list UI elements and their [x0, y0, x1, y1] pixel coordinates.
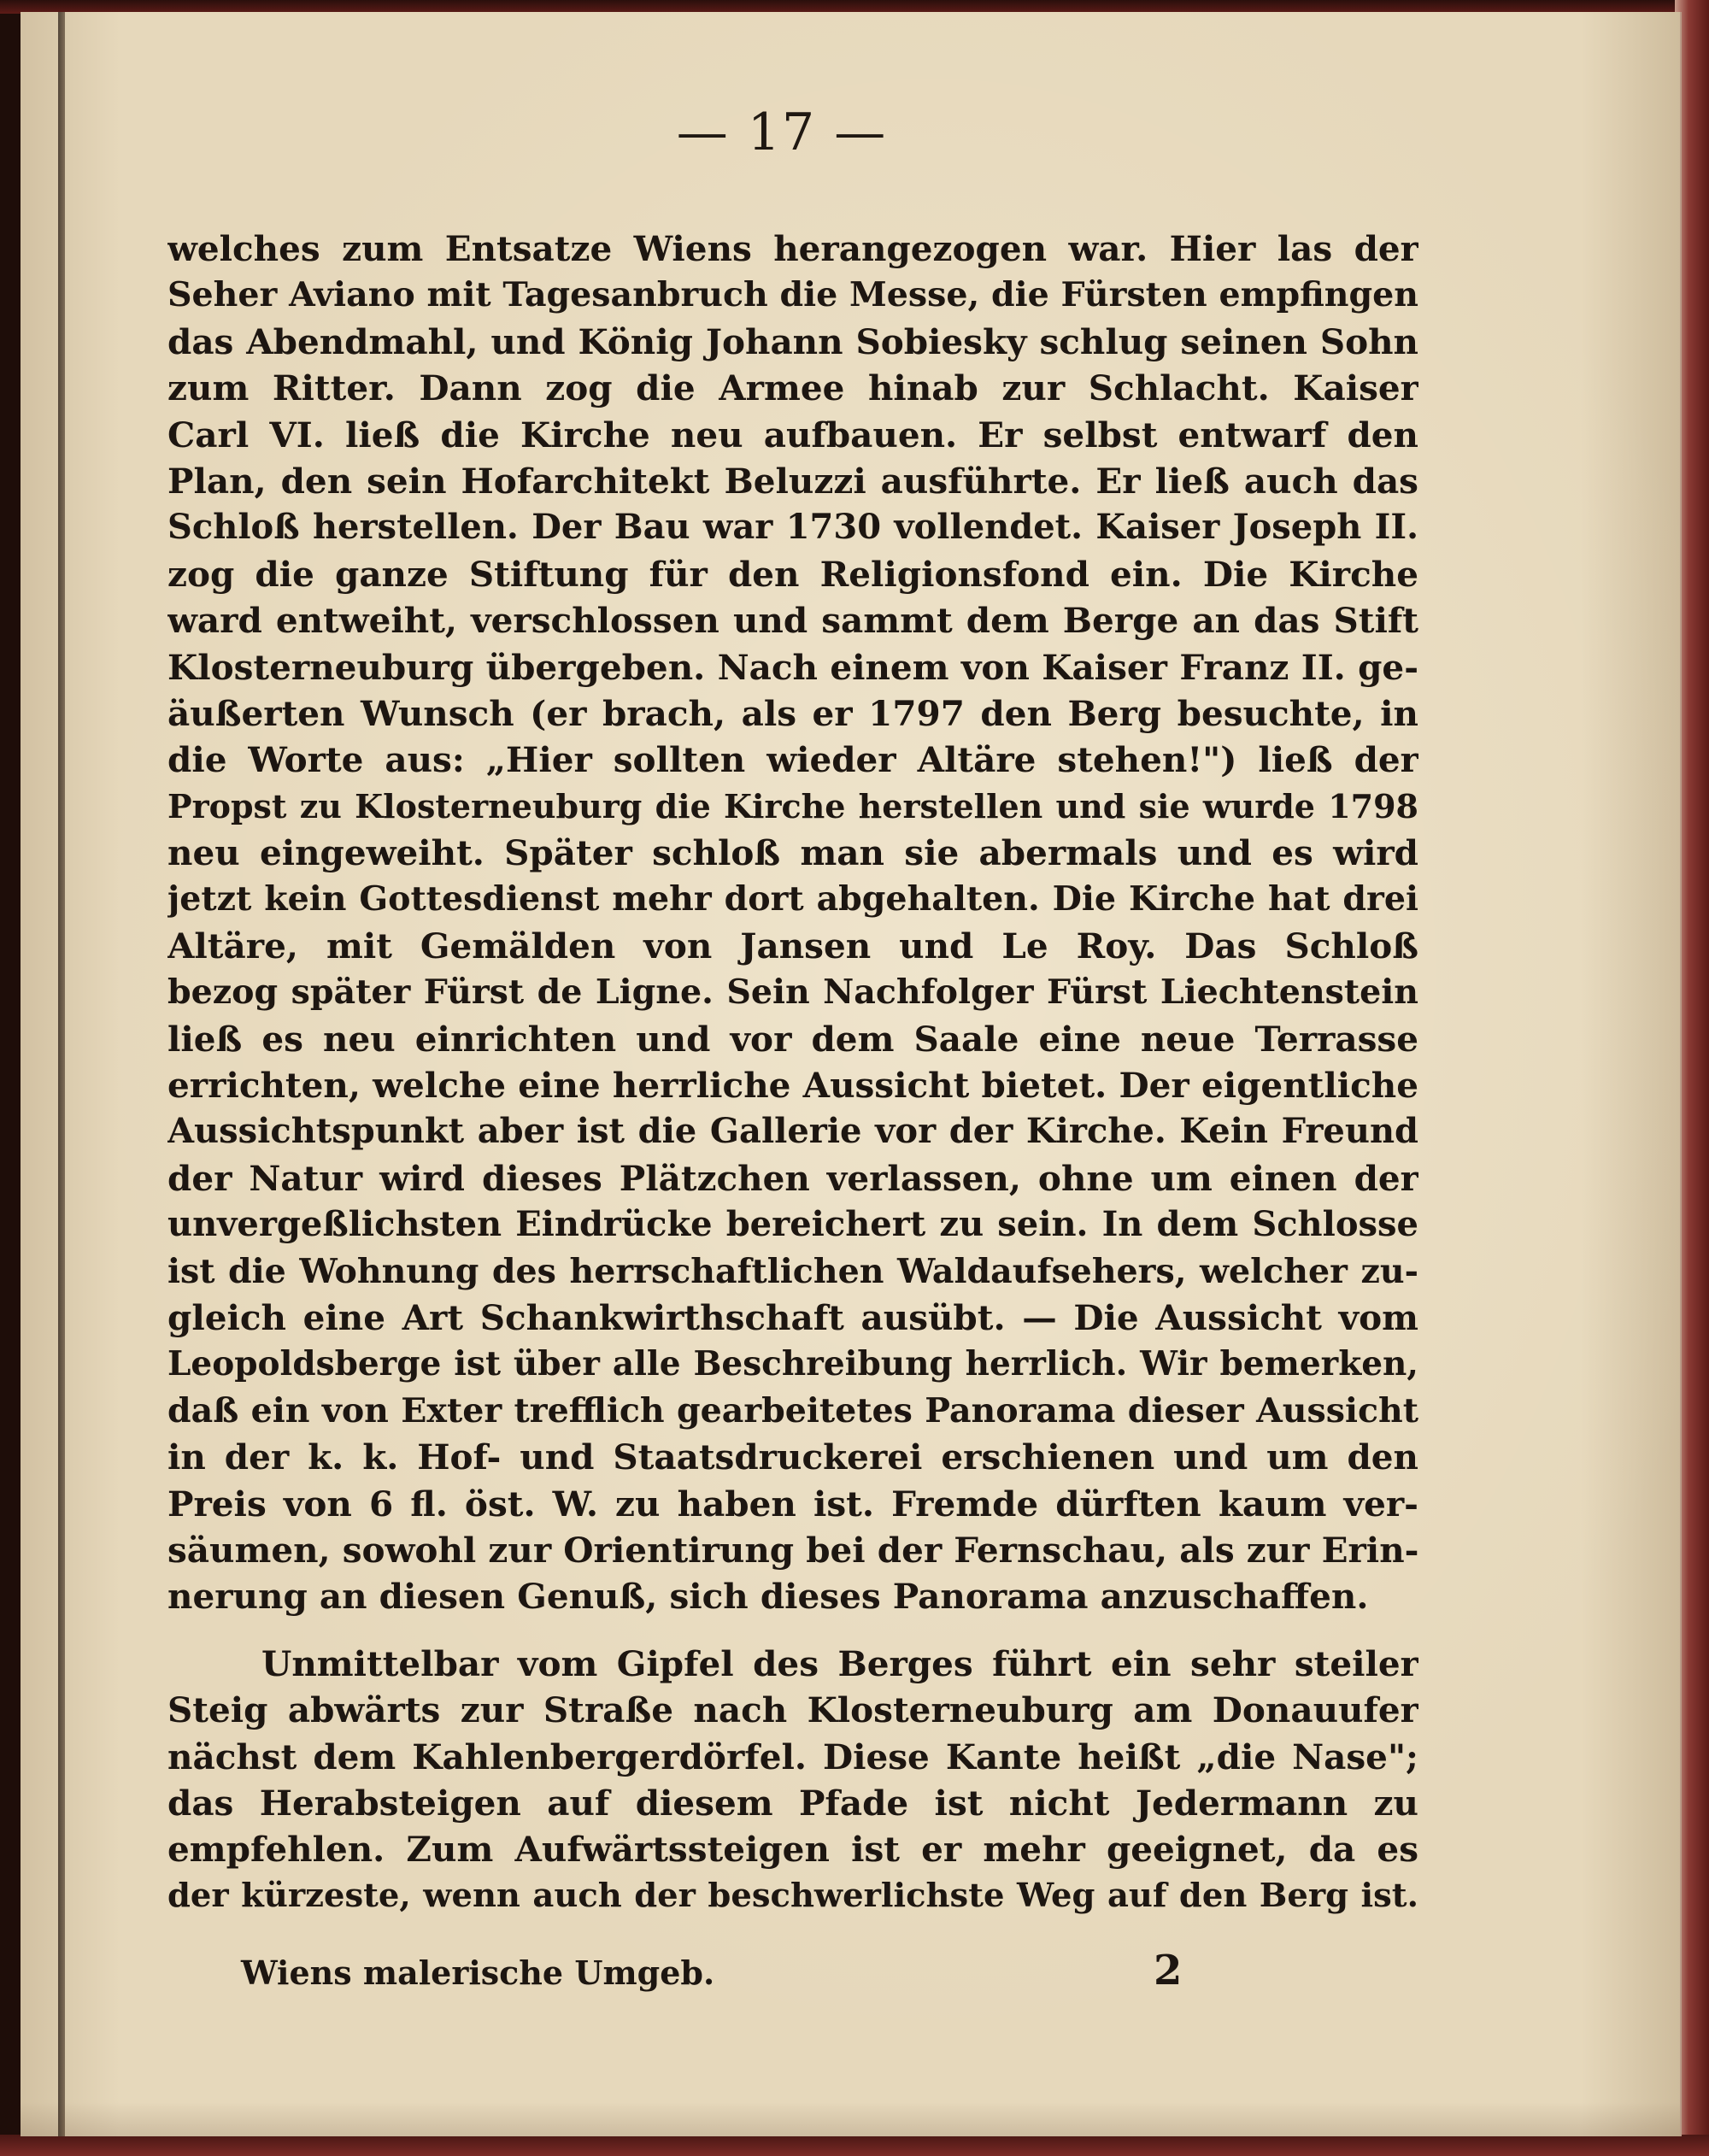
page-number: — 17 — [676, 103, 888, 162]
paragraph-gap [167, 1620, 1418, 1641]
text-line: Leopoldsberge ist über alle Beschreibung herrlich. Wir bemerken, [167, 1344, 1418, 1384]
text-line: Seher Aviano mit Tagesanbruch die Messe, die Fürsten empfingen [167, 275, 1418, 315]
text-line: unvergeßlichsten Eindrücke bereichert zu sein. In dem Schlosse [167, 1204, 1418, 1245]
text-line: Carl VI. ließ die Kirche neu aufbauen. Er selbst entwarf den [167, 414, 1418, 455]
footer-book-title: Wiens malerische Umgeb. [241, 1953, 715, 1992]
text-line: der kürzeste, wenn auch der beschwerlichste Weg auf den Berg ist. [167, 1876, 1418, 1915]
text-line: empfehlen. Zum Aufwärtssteigen ist er mehr geeignet, da es [167, 1829, 1418, 1871]
book-cover-edge-bottom [0, 2135, 1709, 2156]
text-line: jetzt kein Gottesdienst mehr dort abgehalten. Die Kirche hat drei [167, 879, 1418, 919]
text-line: Steig abwärts zur Straße nach Klosterneuburg am Donauufer [167, 1689, 1418, 1731]
text-line: ward entweiht, verschlossen und sammt dem Berge an das Stift [167, 600, 1418, 642]
text-line: Aussichtspunkt aber ist die Gallerie vor der Kirche. Kein Freund [167, 1111, 1418, 1152]
text-line-indented: Unmittelbar vom Gipfel des Berges führt ein sehr steiler [261, 1642, 1418, 1684]
text-line: das Herabsteigen auf diesem Pfade ist nicht Jedermann zu [167, 1782, 1418, 1824]
text-line: Altäre, mit Gemälden von Jansen und Le Roy. Das Schloß [167, 925, 1418, 966]
text-line: die Worte aus: „Hier sollten wieder Altäre stehen!") ließ der [167, 739, 1418, 781]
text-line: bezog später Fürst de Ligne. Sein Nachfolger Fürst Liechtenstein [167, 972, 1418, 1013]
signature-mark: 2 [1154, 1947, 1183, 1994]
paragraph-2 [167, 1641, 1418, 1919]
text-line: zum Ritter. Dann zog die Armee hinab zur Schlacht. Kaiser [167, 367, 1418, 409]
text-line: Plan, den sein Hofarchitekt Beluzzi ausführte. Er ließ auch das [167, 460, 1418, 502]
text-line: ließ es neu einrichten und vor dem Saale eine neue Terrasse [167, 1018, 1418, 1060]
body-text [167, 226, 1418, 1919]
text-line: äußerten Wunsch (er brach, als er 1797 den Berg besuchte, in [167, 692, 1418, 734]
text-line: daß ein von Exter trefflich gearbeitetes Panorama dieser Aussicht [167, 1390, 1418, 1430]
text-line: ist die Wohnung des herrschaftlichen Waldaufsehers, welcher zu- [167, 1251, 1418, 1291]
text-line: Preis von 6 fl. öst. W. zu haben ist. Fremde dürften kaum ver- [167, 1483, 1418, 1524]
text-line: in der k. k. Hof- und Staatsdruckerei erschienen und um den [167, 1436, 1418, 1478]
text-line: zog die ganze Stiftung für den Religionsfond ein. Die Kirche [167, 553, 1418, 595]
paragraph-1 [167, 226, 1418, 1620]
binding-gutter-line [58, 12, 65, 2136]
text-line: Propst zu Klosterneuburg die Kirche herstellen und sie wurde 1798 [167, 786, 1418, 825]
text-line: errichten, welche eine herrliche Aussicht bietet. Der eigentliche [167, 1065, 1418, 1107]
paper-bottom-shade [21, 2102, 1680, 2136]
text-line: der Natur wird dieses Plätzchen verlassen, ohne um einen der [167, 1157, 1418, 1199]
text-line: Klosterneuburg übergeben. Nach einem von Kaiser Franz II. ge- [167, 646, 1418, 688]
text-line: das Abendmahl, und König Johann Sobiesky schlug seinen Sohn [167, 320, 1418, 362]
text-line: säumen, sowohl zur Orientirung bei der Fernschau, als zur Erin- [167, 1529, 1418, 1571]
text-line: gleich eine Art Schankwirthschaft ausübt. — Die Aussicht vom [167, 1296, 1418, 1338]
text-line: Schloß herstellen. Der Bau war 1730 vollendet. Kaiser Joseph II. [167, 507, 1418, 548]
text-line: nerung an diesen Genuß, sich dieses Panorama anzuschaffen. [167, 1576, 1369, 1618]
text-line: nächst dem Kahlenbergerdörfel. Diese Kante heißt „die Nase"; [167, 1736, 1418, 1777]
text-line: neu eingeweiht. Später schloß man sie abermals und es wird [167, 832, 1418, 874]
text-line: welches zum Entsatze Wiens herangezogen war. Hier las der [167, 228, 1418, 269]
